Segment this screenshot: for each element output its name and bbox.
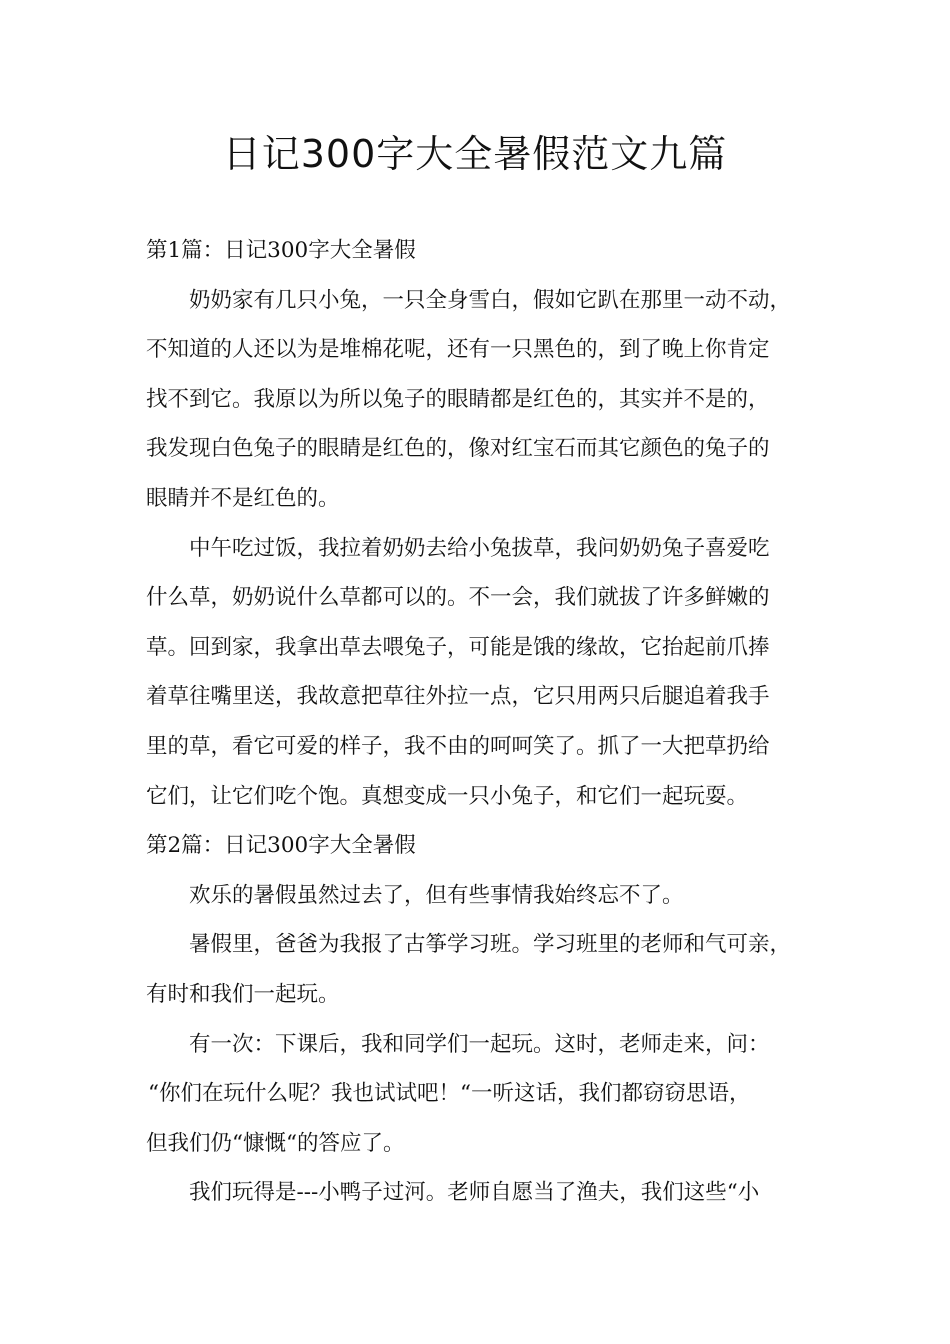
paragraph-line: 有一次：下课后，我和同学们一起玩。这时，老师走来，问： [189, 1031, 770, 1057]
section-heading-2: 第2篇：日记300字大全暑假 [146, 833, 416, 859]
paragraph-line: 里的草，看它可爱的样子，我不由的呵呵笑了。抓了一大把草扔给 [146, 733, 770, 759]
document-title: 日记300字大全暑假范文九篇 [222, 132, 728, 176]
paragraph-line: 但我们仍“慷慨“的答应了。 [146, 1130, 405, 1156]
paragraph-line: 它们，让它们吃个饱。真想变成一只小兔子，和它们一起玩耍。 [146, 783, 749, 809]
paragraph-line: 什么草，奶奶说什么草都可以的。不一会，我们就拔了许多鲜嫩的 [146, 585, 770, 611]
paragraph-line: 草。回到家，我拿出草去喂兔子，可能是饿的缘故，它抬起前爪捧 [146, 634, 770, 660]
paragraph-line: 我发现白色兔子的眼睛是红色的，像对红宝石而其它颜色的兔子的 [146, 436, 770, 462]
section-heading-1: 第1篇：日记300字大全暑假 [146, 238, 416, 263]
document-body [146, 226, 826, 1218]
paragraph-line: 奶奶家有几只小兔，一只全身雪白，假如它趴在那里一动不动， [189, 287, 792, 313]
paragraph-line: 有时和我们一起玩。 [146, 981, 340, 1007]
paragraph-line: 欢乐的暑假虽然过去了，但有些事情我始终忘不了。 [189, 882, 684, 908]
paragraph-line: 着草往嘴里送，我故意把草往外拉一点，它只用两只后腿追着我手 [146, 684, 770, 710]
paragraph-line: “你们在玩什么呢？我也试试吧！“一听这话，我们都窃窃思语， [148, 1081, 751, 1107]
paragraph-line: 暑假里，爸爸为我报了古筝学习班。学习班里的老师和气可亲， [189, 932, 792, 958]
paragraph-line: 找不到它。我原以为所以兔子的眼睛都是红色的，其实并不是的， [146, 386, 770, 412]
paragraph-line: 不知道的人还以为是堆棉花呢，还有一只黑色的，到了晚上你肯定 [146, 337, 770, 363]
paragraph-line: 中午吃过饭，我拉着奶奶去给小兔拔草，我问奶奶兔子喜爱吃 [189, 535, 770, 561]
paragraph-line: 眼睛并不是红色的。 [146, 485, 340, 511]
paragraph-line: 我们玩得是---小鸭子过河。老师自愿当了渔夫，我们这些“小 [189, 1180, 760, 1206]
